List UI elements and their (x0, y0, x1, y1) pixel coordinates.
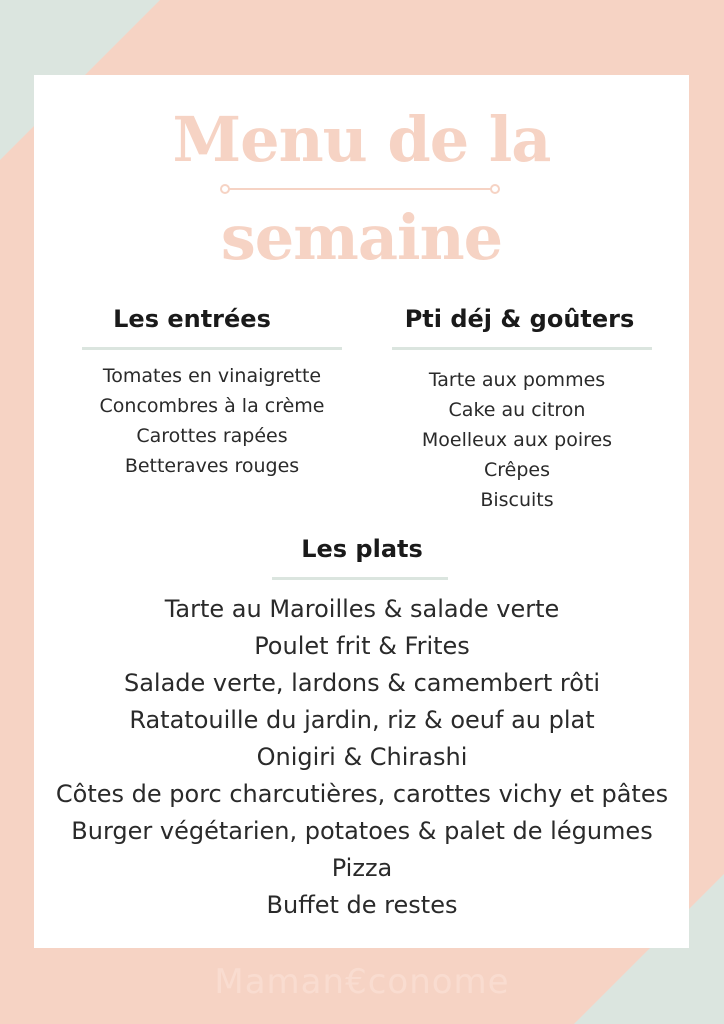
section-rule-entrees (82, 347, 342, 350)
section-rule-gouters (392, 347, 652, 350)
list-item: Salade verte, lardons & camembert rôti (123, 669, 601, 697)
list-item: Moelleux aux poires (421, 429, 613, 451)
footer-brand-watermark: Maman€conome (214, 962, 510, 1002)
list-item: Carottes rapées (136, 425, 288, 447)
section-heading-entrees: Les entrées (113, 305, 271, 333)
list-item: Buffet de restes (266, 891, 458, 919)
menu-title-line-1: Menu de la (172, 103, 551, 176)
section-rule-plats (272, 577, 448, 580)
list-item: Tarte au Maroilles & salade verte (164, 595, 560, 623)
list-item: Ratatouille du jardin, riz & oeuf au plat (129, 706, 595, 734)
list-item: Tarte aux pommes (428, 369, 606, 391)
title-divider-ornament (219, 183, 501, 195)
section-heading-gouters: Pti déj & goûters (404, 305, 635, 333)
entrees-list (82, 361, 342, 481)
gouters-list (387, 365, 647, 515)
list-item: Crêpes (484, 459, 550, 481)
menu-title-line-2: semaine (220, 201, 503, 274)
list-item: Biscuits (480, 489, 554, 511)
list-item: Onigiri & Chirashi (256, 743, 468, 771)
list-item: Poulet frit & Frites (254, 632, 470, 660)
plats-list (0, 591, 724, 924)
list-item: Pizza (331, 854, 393, 882)
list-item: Betteraves rouges (124, 455, 300, 477)
section-heading-plats: Les plats (301, 535, 423, 563)
list-item: Cake au citron (448, 399, 586, 421)
list-item: Concombres à la crème (99, 395, 325, 417)
list-item: Tomates en vinaigrette (102, 365, 322, 387)
list-item: Burger végétarien, potatoes & palet de légumes (71, 817, 653, 845)
list-item: Côtes de porc charcutières, carottes vichy et pâtes (55, 780, 669, 808)
